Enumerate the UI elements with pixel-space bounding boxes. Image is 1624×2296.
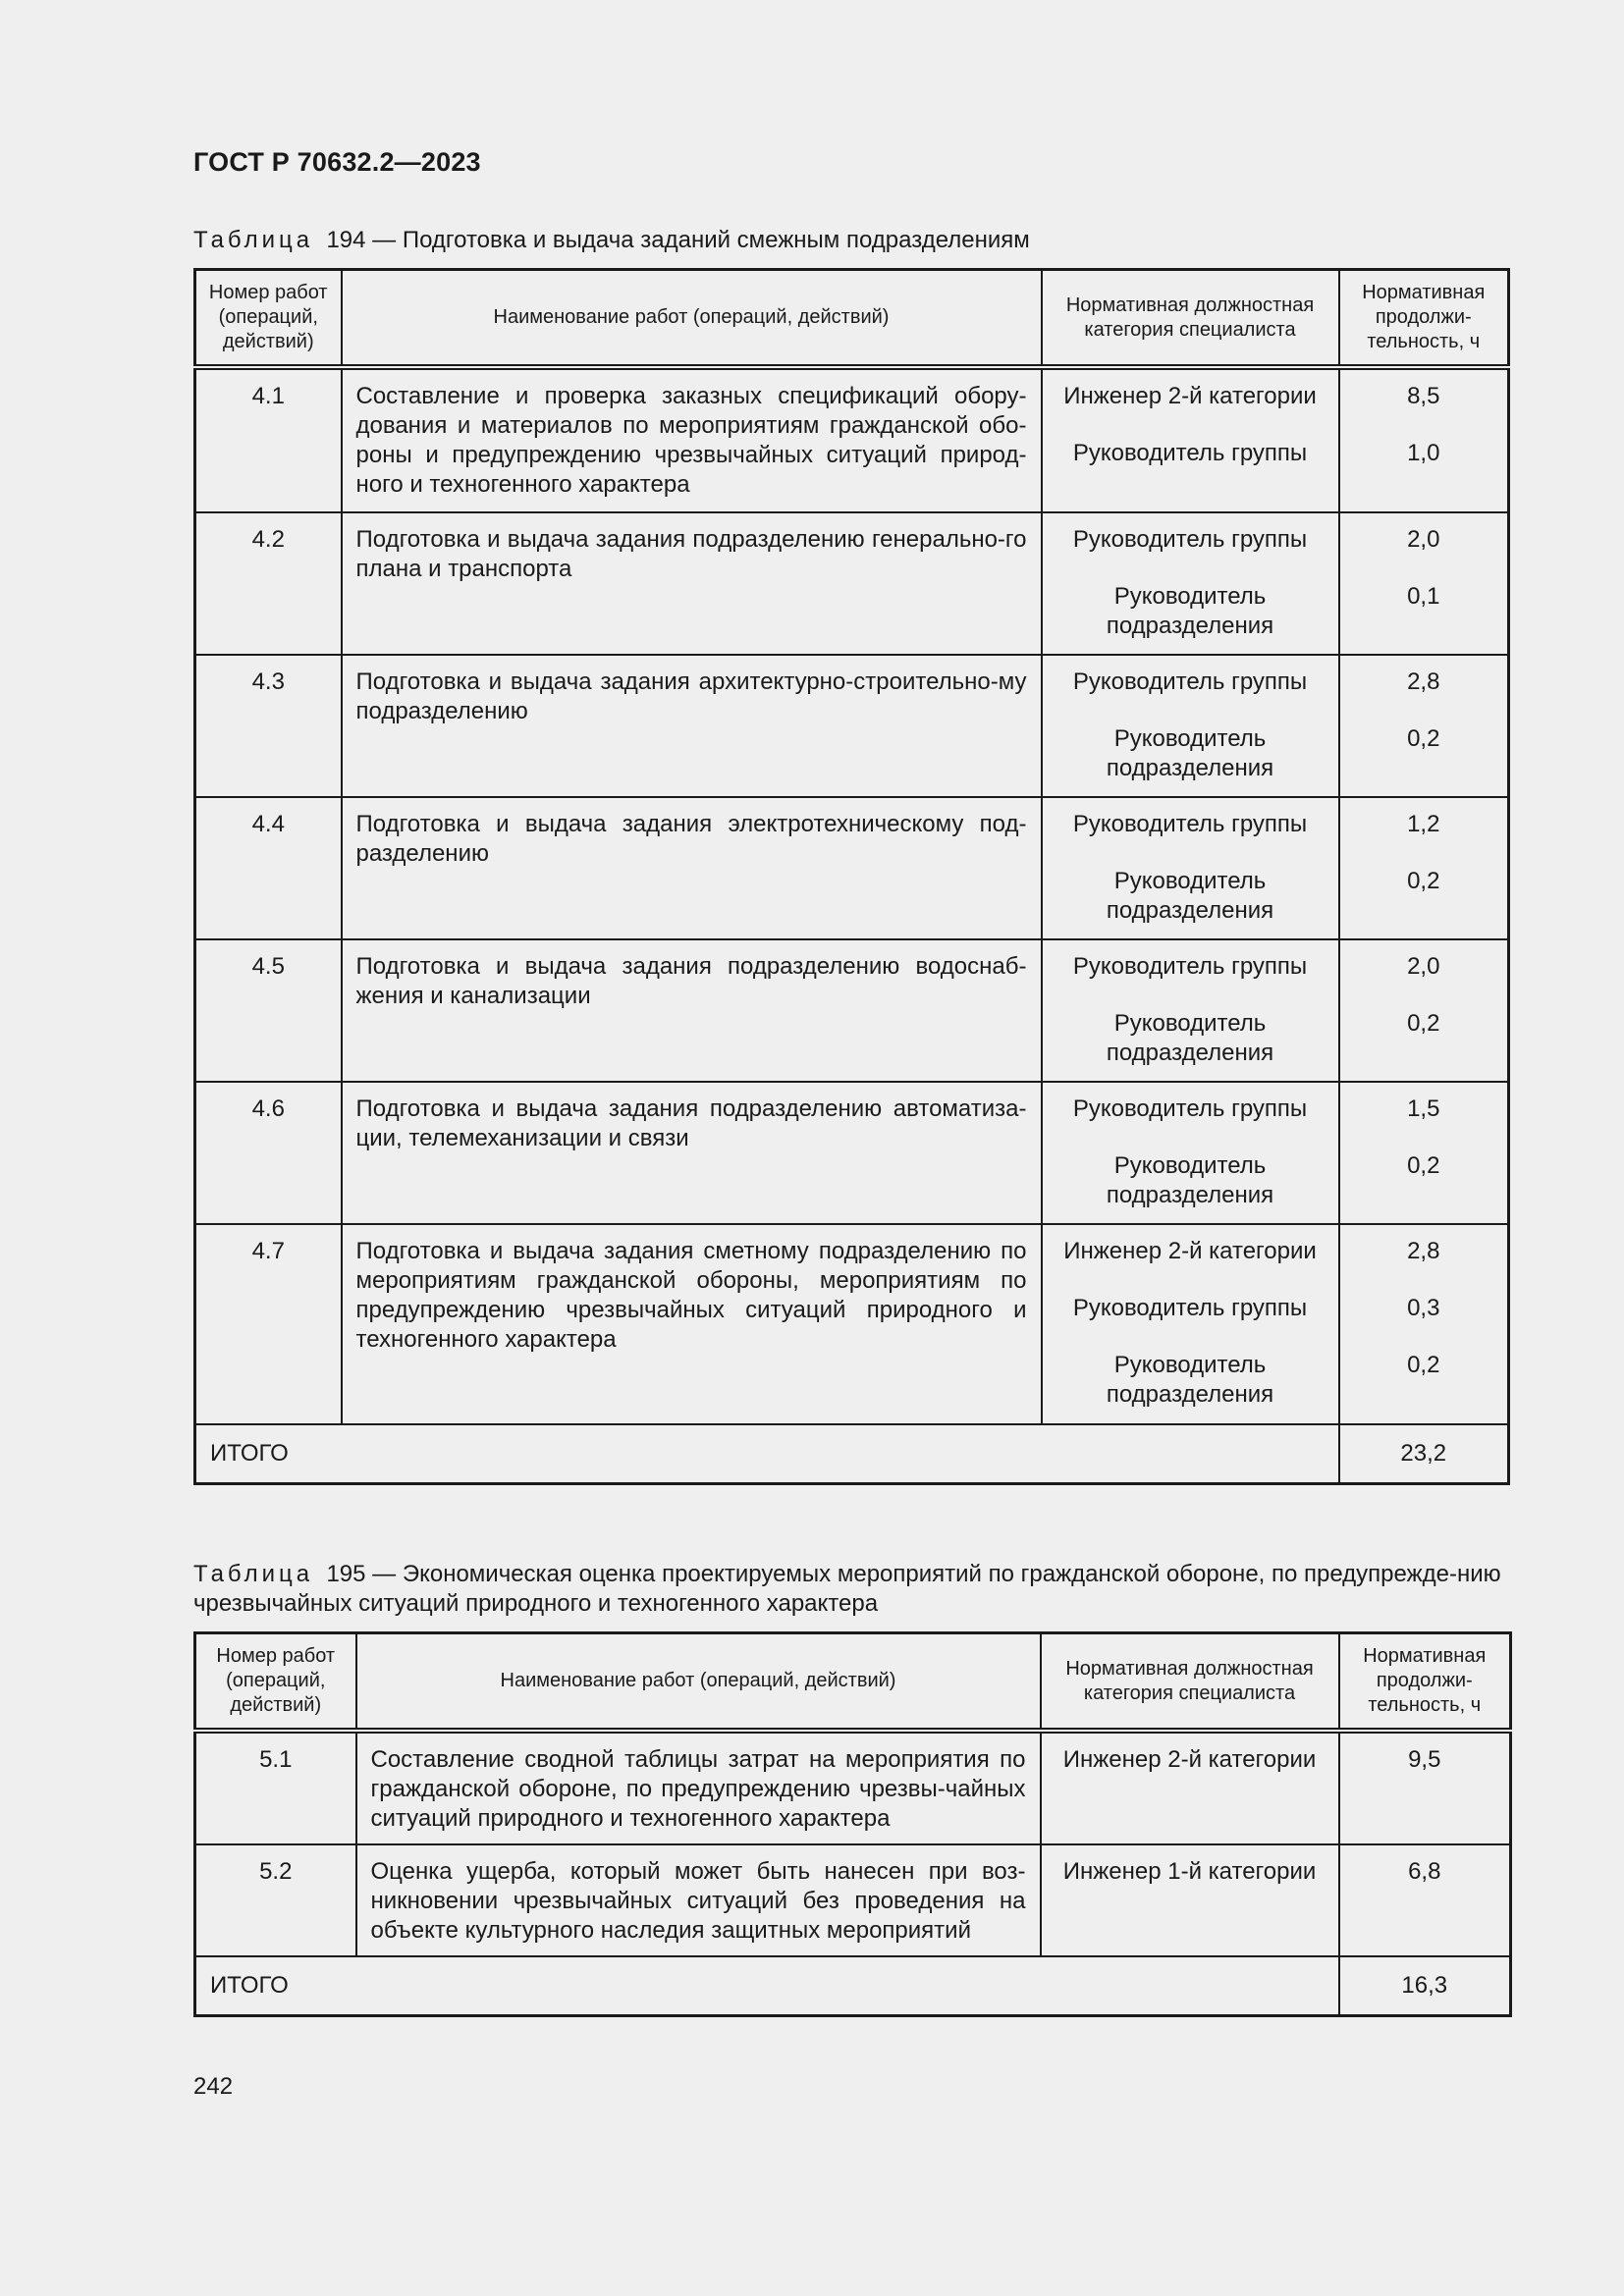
specialist-category-cell [1042,1082,1339,1224]
table-195-caption [193,1560,1509,1619]
work-number: 4.7 [195,1224,342,1424]
work-number: 4.2 [195,512,342,655]
table-row [195,512,1509,655]
duration-cell [1339,367,1509,512]
specialist-category: Руководитель группы [1072,953,1308,980]
table-row [195,1844,1511,1956]
total-label: ИТОГО [195,1956,1339,2016]
duration-value: 1,0 [1407,440,1440,466]
header-work-name: Наименование работ (операций, действий) [356,1633,1041,1732]
table-row [195,1731,1511,1844]
duration-value: 6,8 [1408,1858,1441,1885]
table-caption-text: 195 — Экономическая оценка проектируемых мероприятий по гражданской обороне, по предупрежде-нию чрезвычайных ситуаций природного и техногенного характера [193,1561,1501,1617]
duration-cell [1339,1731,1511,1844]
specialist-category: Руководитель группы [1072,668,1308,695]
table-row [195,797,1509,939]
work-name: Составление сводной таблицы затрат на мероприятия по гражданской обороне, по предупреждению чрезвы-чайных ситуаций природного и техногенного характера [356,1731,1041,1844]
total-value: 16,3 [1339,1956,1511,2016]
header-duration: Нормативная продолжи-тельность, ч [1339,1633,1511,1732]
duration-value: 0,2 [1407,1152,1440,1179]
table-header-row [195,1633,1511,1732]
duration-cell [1339,939,1509,1082]
specialist-category-cell [1042,655,1339,797]
duration-value: 0,2 [1407,725,1440,752]
specialist-category: Инженер 2-й категории [1063,383,1317,409]
specialist-category: Руководитель подразделения [1106,583,1274,639]
work-number: 4.5 [195,939,342,1082]
document-header: ГОСТ Р 70632.2—2023 [193,147,481,177]
table-194 [193,268,1510,1485]
specialist-category: Руководитель группы [1072,526,1308,553]
specialist-category: Инженер 2-й категории [1063,1238,1317,1264]
work-number: 5.2 [195,1844,356,1956]
table-row [195,655,1509,797]
specialist-category: Руководитель группы [1072,1095,1308,1122]
work-name: Подготовка и выдача задания электротехническому под-разделению [342,797,1042,939]
duration-value: 0,2 [1407,868,1440,894]
work-name: Оценка ущерба, который может быть нанесен при воз-никновении чрезвычайных ситуаций без проведения на объекте культурного наследия защитных мероприятий [356,1844,1041,1956]
table-caption-text: 194 — Подготовка и выдача заданий смежным подразделениям [326,227,1030,253]
total-row [195,1424,1509,1484]
table-row [195,1082,1509,1224]
work-name: Подготовка и выдача задания сметному подразделению по мероприятиям гражданской обороны, мероприятиям по предупреждению чрезвычайных ситуаций природного и техногенного характера [342,1224,1042,1424]
specialist-category-cell [1042,1224,1339,1424]
specialist-category: Инженер 2-й категории [1062,1746,1317,1773]
specialist-category-cell [1042,797,1339,939]
duration-value: 2,0 [1407,953,1440,980]
work-number: 4.4 [195,797,342,939]
specialist-category-cell [1041,1731,1339,1844]
duration-value: 0,2 [1407,1352,1440,1378]
duration-value: 8,5 [1407,383,1440,409]
header-specialist-category: Нормативная должностная категория специалиста [1042,270,1339,368]
duration-cell [1339,1082,1509,1224]
work-number: 4.1 [195,367,342,512]
work-name: Подготовка и выдача задания подразделению водоснаб-жения и канализации [342,939,1042,1082]
duration-value: 9,5 [1408,1746,1441,1773]
total-value: 23,2 [1339,1424,1509,1484]
header-specialist-category: Нормативная должностная категория специалиста [1041,1633,1339,1732]
specialist-category-cell [1042,939,1339,1082]
specialist-category: Руководитель группы [1072,811,1308,837]
total-label: ИТОГО [195,1424,1339,1484]
duration-value: 1,2 [1407,811,1440,837]
duration-cell [1339,1224,1509,1424]
duration-cell [1339,655,1509,797]
specialist-category: Руководитель группы [1072,440,1308,466]
specialist-category: Руководитель подразделения [1106,1010,1274,1066]
table-header-row [195,270,1509,368]
table-195 [193,1631,1512,2017]
duration-value: 1,5 [1407,1095,1440,1122]
specialist-category: Руководитель подразделения [1106,1352,1274,1408]
duration-cell [1339,1844,1511,1956]
page-number: 242 [193,2073,234,2100]
header-work-number: Номер работ (операций, действий) [195,1633,356,1732]
duration-value: 0,3 [1407,1295,1440,1321]
work-number: 5.1 [195,1731,356,1844]
work-name: Подготовка и выдача задания подразделению автоматиза-ции, телемеханизации и связи [342,1082,1042,1224]
work-number: 4.3 [195,655,342,797]
table-row [195,939,1509,1082]
header-work-name: Наименование работ (операций, действий) [342,270,1042,368]
table-row [195,1224,1509,1424]
work-name: Подготовка и выдача задания архитектурно-строительно-му подразделению [342,655,1042,797]
work-number: 4.6 [195,1082,342,1224]
duration-value: 2,8 [1407,1238,1440,1264]
table-row [195,367,1509,512]
duration-value: 0,1 [1407,583,1440,610]
duration-value: 0,2 [1407,1010,1440,1037]
specialist-category: Инженер 1-й категории [1062,1858,1317,1885]
work-name: Подготовка и выдача задания подразделению генерально-го плана и транспорта [342,512,1042,655]
duration-cell [1339,512,1509,655]
specialist-category-cell [1042,512,1339,655]
specialist-category: Руководитель группы [1072,1295,1308,1321]
header-duration: Нормативная продолжи-тельность, ч [1339,270,1509,368]
duration-value: 2,8 [1407,668,1440,695]
work-name: Составление и проверка заказных спецификаций обору-дования и материалов по мероприятиям гражданской обо-роны и предупреждению чрезвычайных ситуаций природ-ного и техногенного характера [342,367,1042,512]
specialist-category-cell [1041,1844,1339,1956]
duration-cell [1339,797,1509,939]
table-word: Таблица [193,1561,314,1587]
table-194-caption [193,226,1509,255]
table-word: Таблица [193,227,314,253]
specialist-category: Руководитель подразделения [1106,725,1274,781]
duration-value: 2,0 [1407,526,1440,553]
specialist-category: Руководитель подразделения [1106,1152,1274,1208]
specialist-category: Руководитель подразделения [1106,868,1274,924]
specialist-category-cell [1042,367,1339,512]
total-row [195,1956,1511,2016]
header-work-number: Номер работ (операций, действий) [195,270,342,368]
